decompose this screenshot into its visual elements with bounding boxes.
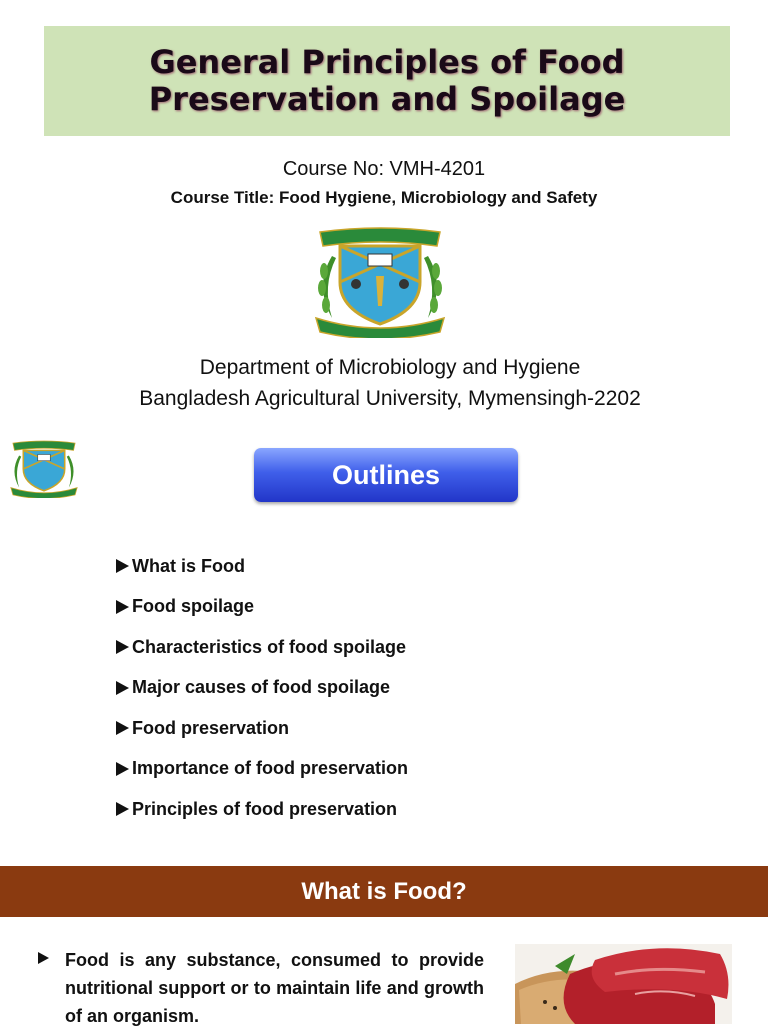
- outline-item-label: Food spoilage: [132, 596, 255, 617]
- title-line-1: General Principles of Food: [149, 43, 625, 81]
- food-definition-text: Food is any substance, consumed to provide nutritional support or to maintain life and growth of an organism.: [65, 950, 484, 1026]
- outline-item: [116, 587, 408, 628]
- outline-item: [116, 546, 408, 587]
- outline-item-label: Major causes of food spoilage: [132, 677, 391, 698]
- title-banner: [44, 26, 730, 136]
- outlines-button[interactable]: Outlines: [254, 448, 518, 502]
- university-logo-small: [6, 440, 82, 498]
- university-name: Bangladesh Agricultural University, Mymensingh-2202: [139, 387, 641, 410]
- course-title: Course Title: Food Hygiene, Microbiology and Safety: [170, 188, 598, 207]
- arrow-bullet-icon: [116, 600, 129, 614]
- department-name: Department of Microbiology and Hygiene: [199, 356, 581, 379]
- department-info: [0, 352, 768, 414]
- arrow-bullet-icon: [116, 762, 129, 776]
- outline-item-label: Principles of food preservation: [132, 798, 398, 819]
- title-line-2: Preservation and Spoilage: [148, 80, 626, 118]
- outline-item: [116, 627, 408, 668]
- outline-item-label: Importance of food preservation: [132, 758, 409, 779]
- arrow-bullet-icon: [116, 721, 129, 735]
- arrow-bullet-icon: [38, 952, 49, 964]
- outline-list: [116, 546, 408, 830]
- university-logo: [310, 226, 450, 338]
- section-heading: What is Food?: [0, 866, 768, 917]
- arrow-bullet-icon: [116, 802, 129, 816]
- arrow-bullet-icon: [116, 681, 129, 695]
- outline-item: [116, 749, 408, 790]
- outline-item-label: What is Food: [132, 555, 245, 576]
- outline-item-label: Characteristics of food spoilage: [132, 636, 407, 657]
- outline-item: [116, 668, 408, 709]
- course-number: Course No: VMH-4201: [282, 158, 486, 180]
- outline-item: [116, 789, 408, 830]
- outline-item: [116, 708, 408, 749]
- meat-photo: [515, 944, 732, 1024]
- arrow-bullet-icon: [116, 559, 129, 573]
- food-definition: [38, 946, 484, 1030]
- outline-item-label: Food preservation: [132, 717, 290, 738]
- arrow-bullet-icon: [116, 640, 129, 654]
